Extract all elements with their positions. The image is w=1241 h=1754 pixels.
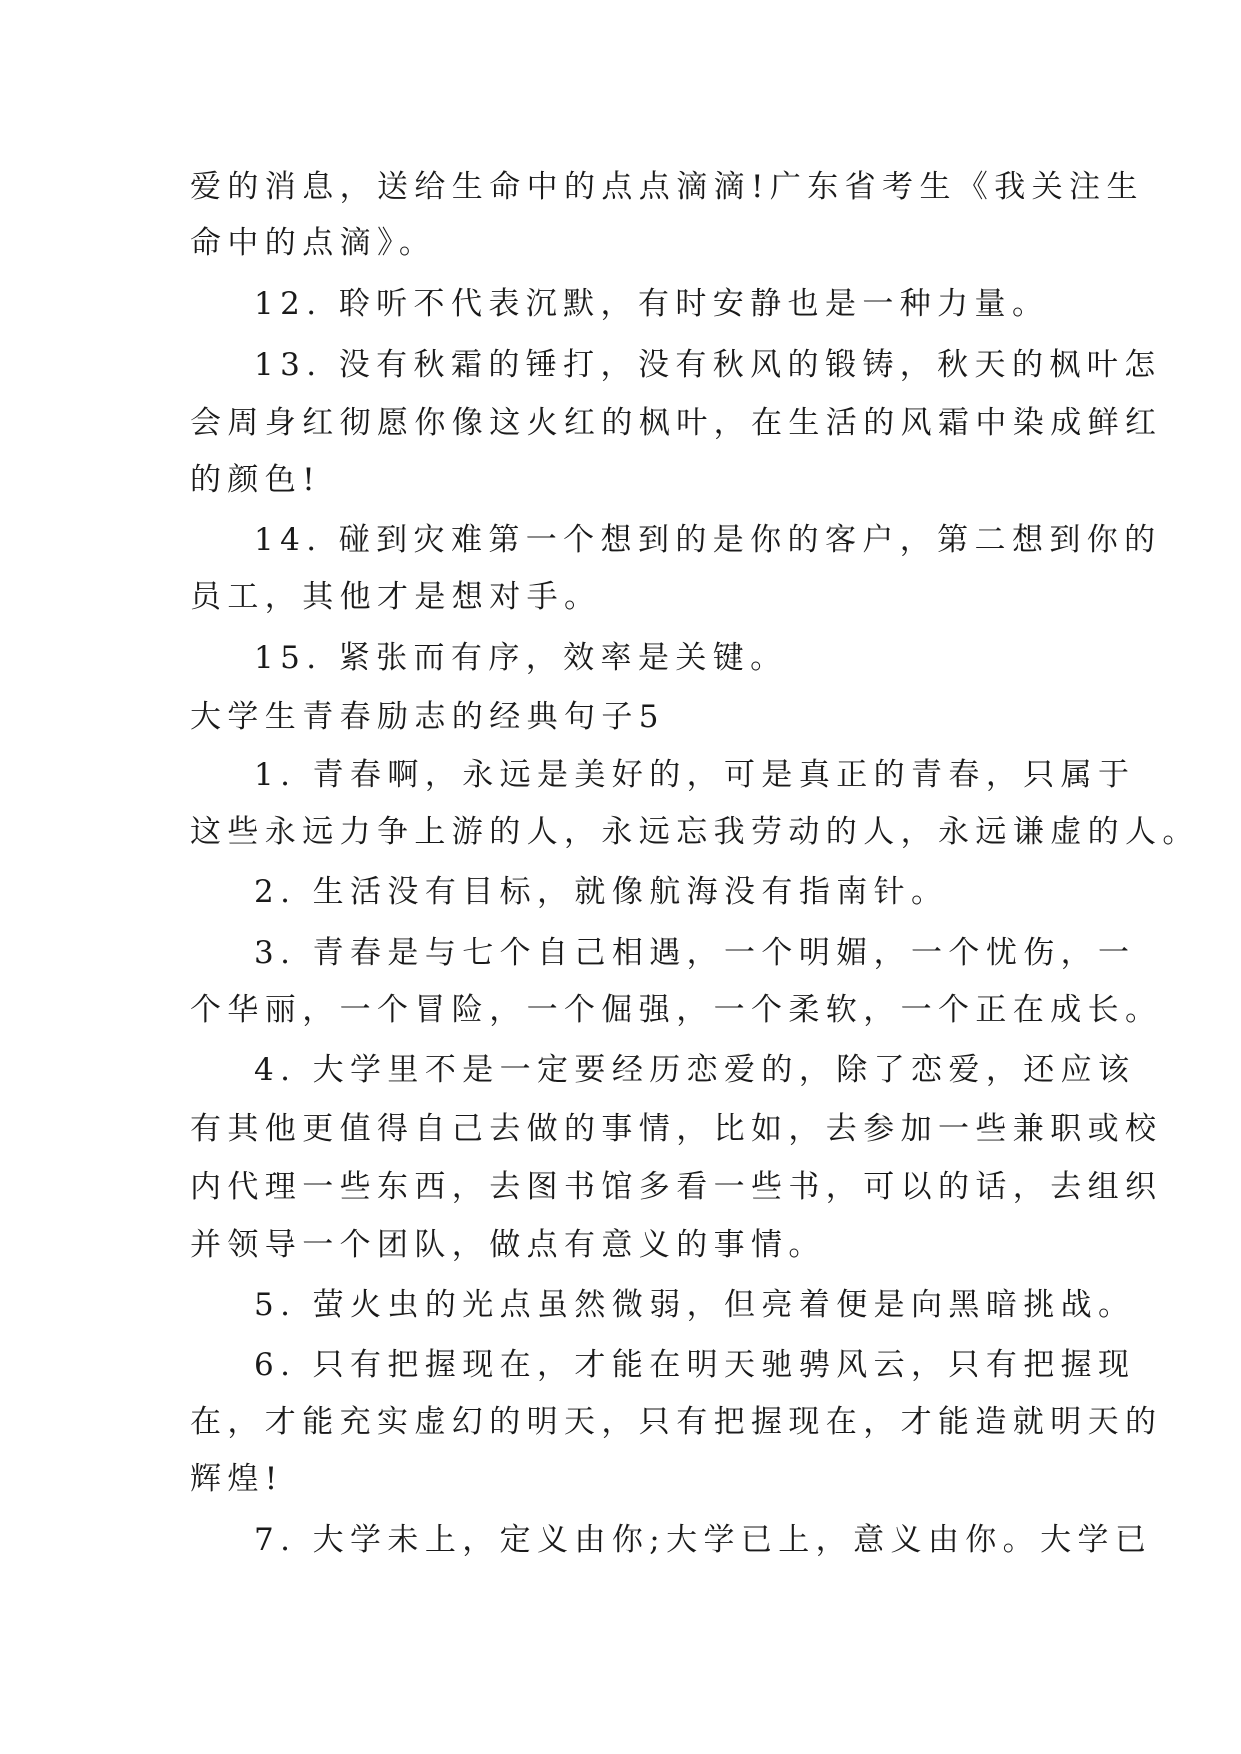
text-line: 内代理一些东西，去图书馆多看一些书，可以的话，去组织 — [190, 1169, 1163, 1205]
text-line: 有其他更值得自己去做的事情，比如，去参加一些兼职或校 — [190, 1111, 1163, 1147]
text-line: 个华丽，一个冒险，一个倔强，一个柔软，一个正在成长。 — [190, 992, 1163, 1028]
list-item-6: 6. 只有把握现在，才能在明天驰骋风云，只有把握现 — [254, 1347, 1136, 1383]
list-item-2: 2. 生活没有目标，就像航海没有指南针。 — [254, 874, 949, 910]
section-heading: 大学生青春励志的经典句子5 — [190, 699, 665, 735]
text-line: 会周身红彻愿你像这火红的枫叶，在生活的风霜中染成鲜红 — [190, 405, 1163, 441]
list-item-12: 12. 聆听不代表沉默，有时安静也是一种力量。 — [254, 286, 1050, 322]
text-line: 命中的点滴》。 — [190, 225, 437, 261]
list-item-15: 15. 紧张而有序，效率是关键。 — [254, 640, 788, 676]
text-line: 在，才能充实虚幻的明天，只有把握现在，才能造就明天的 — [190, 1404, 1163, 1440]
list-item-4: 4. 大学里不是一定要经历恋爱的，除了恋爱，还应该 — [254, 1052, 1136, 1088]
text-line: 的颜色! — [190, 462, 322, 498]
text-line: 这些永远力争上游的人，永远忘我劳动的人，永远谦虚的人。 — [190, 814, 1200, 850]
text-line: 辉煌! — [190, 1461, 284, 1497]
text-line: 并领导一个团队，做点有意义的事情。 — [190, 1227, 826, 1263]
list-item-7: 7. 大学未上，定义由你;大学已上，意义由你。大学已 — [254, 1522, 1153, 1558]
list-item-5: 5. 萤火虫的光点虽然微弱，但亮着便是向黑暗挑战。 — [254, 1287, 1136, 1323]
text-line: 员工，其他才是想对手。 — [190, 579, 602, 615]
list-item-3: 3. 青春是与七个自己相遇，一个明媚，一个忧伤，一 — [254, 935, 1136, 971]
text-line: 爱的消息，送给生命中的点点滴滴!广东省考生《我关注生 — [190, 169, 1144, 205]
list-item-14: 14. 碰到灾难第一个想到的是你的客户，第二想到你的 — [254, 522, 1162, 558]
list-item-1: 1. 青春啊，永远是美好的，可是真正的青春，只属于 — [254, 757, 1136, 793]
list-item-13: 13. 没有秋霜的锤打，没有秋风的锻铸，秋天的枫叶怎 — [254, 347, 1162, 383]
